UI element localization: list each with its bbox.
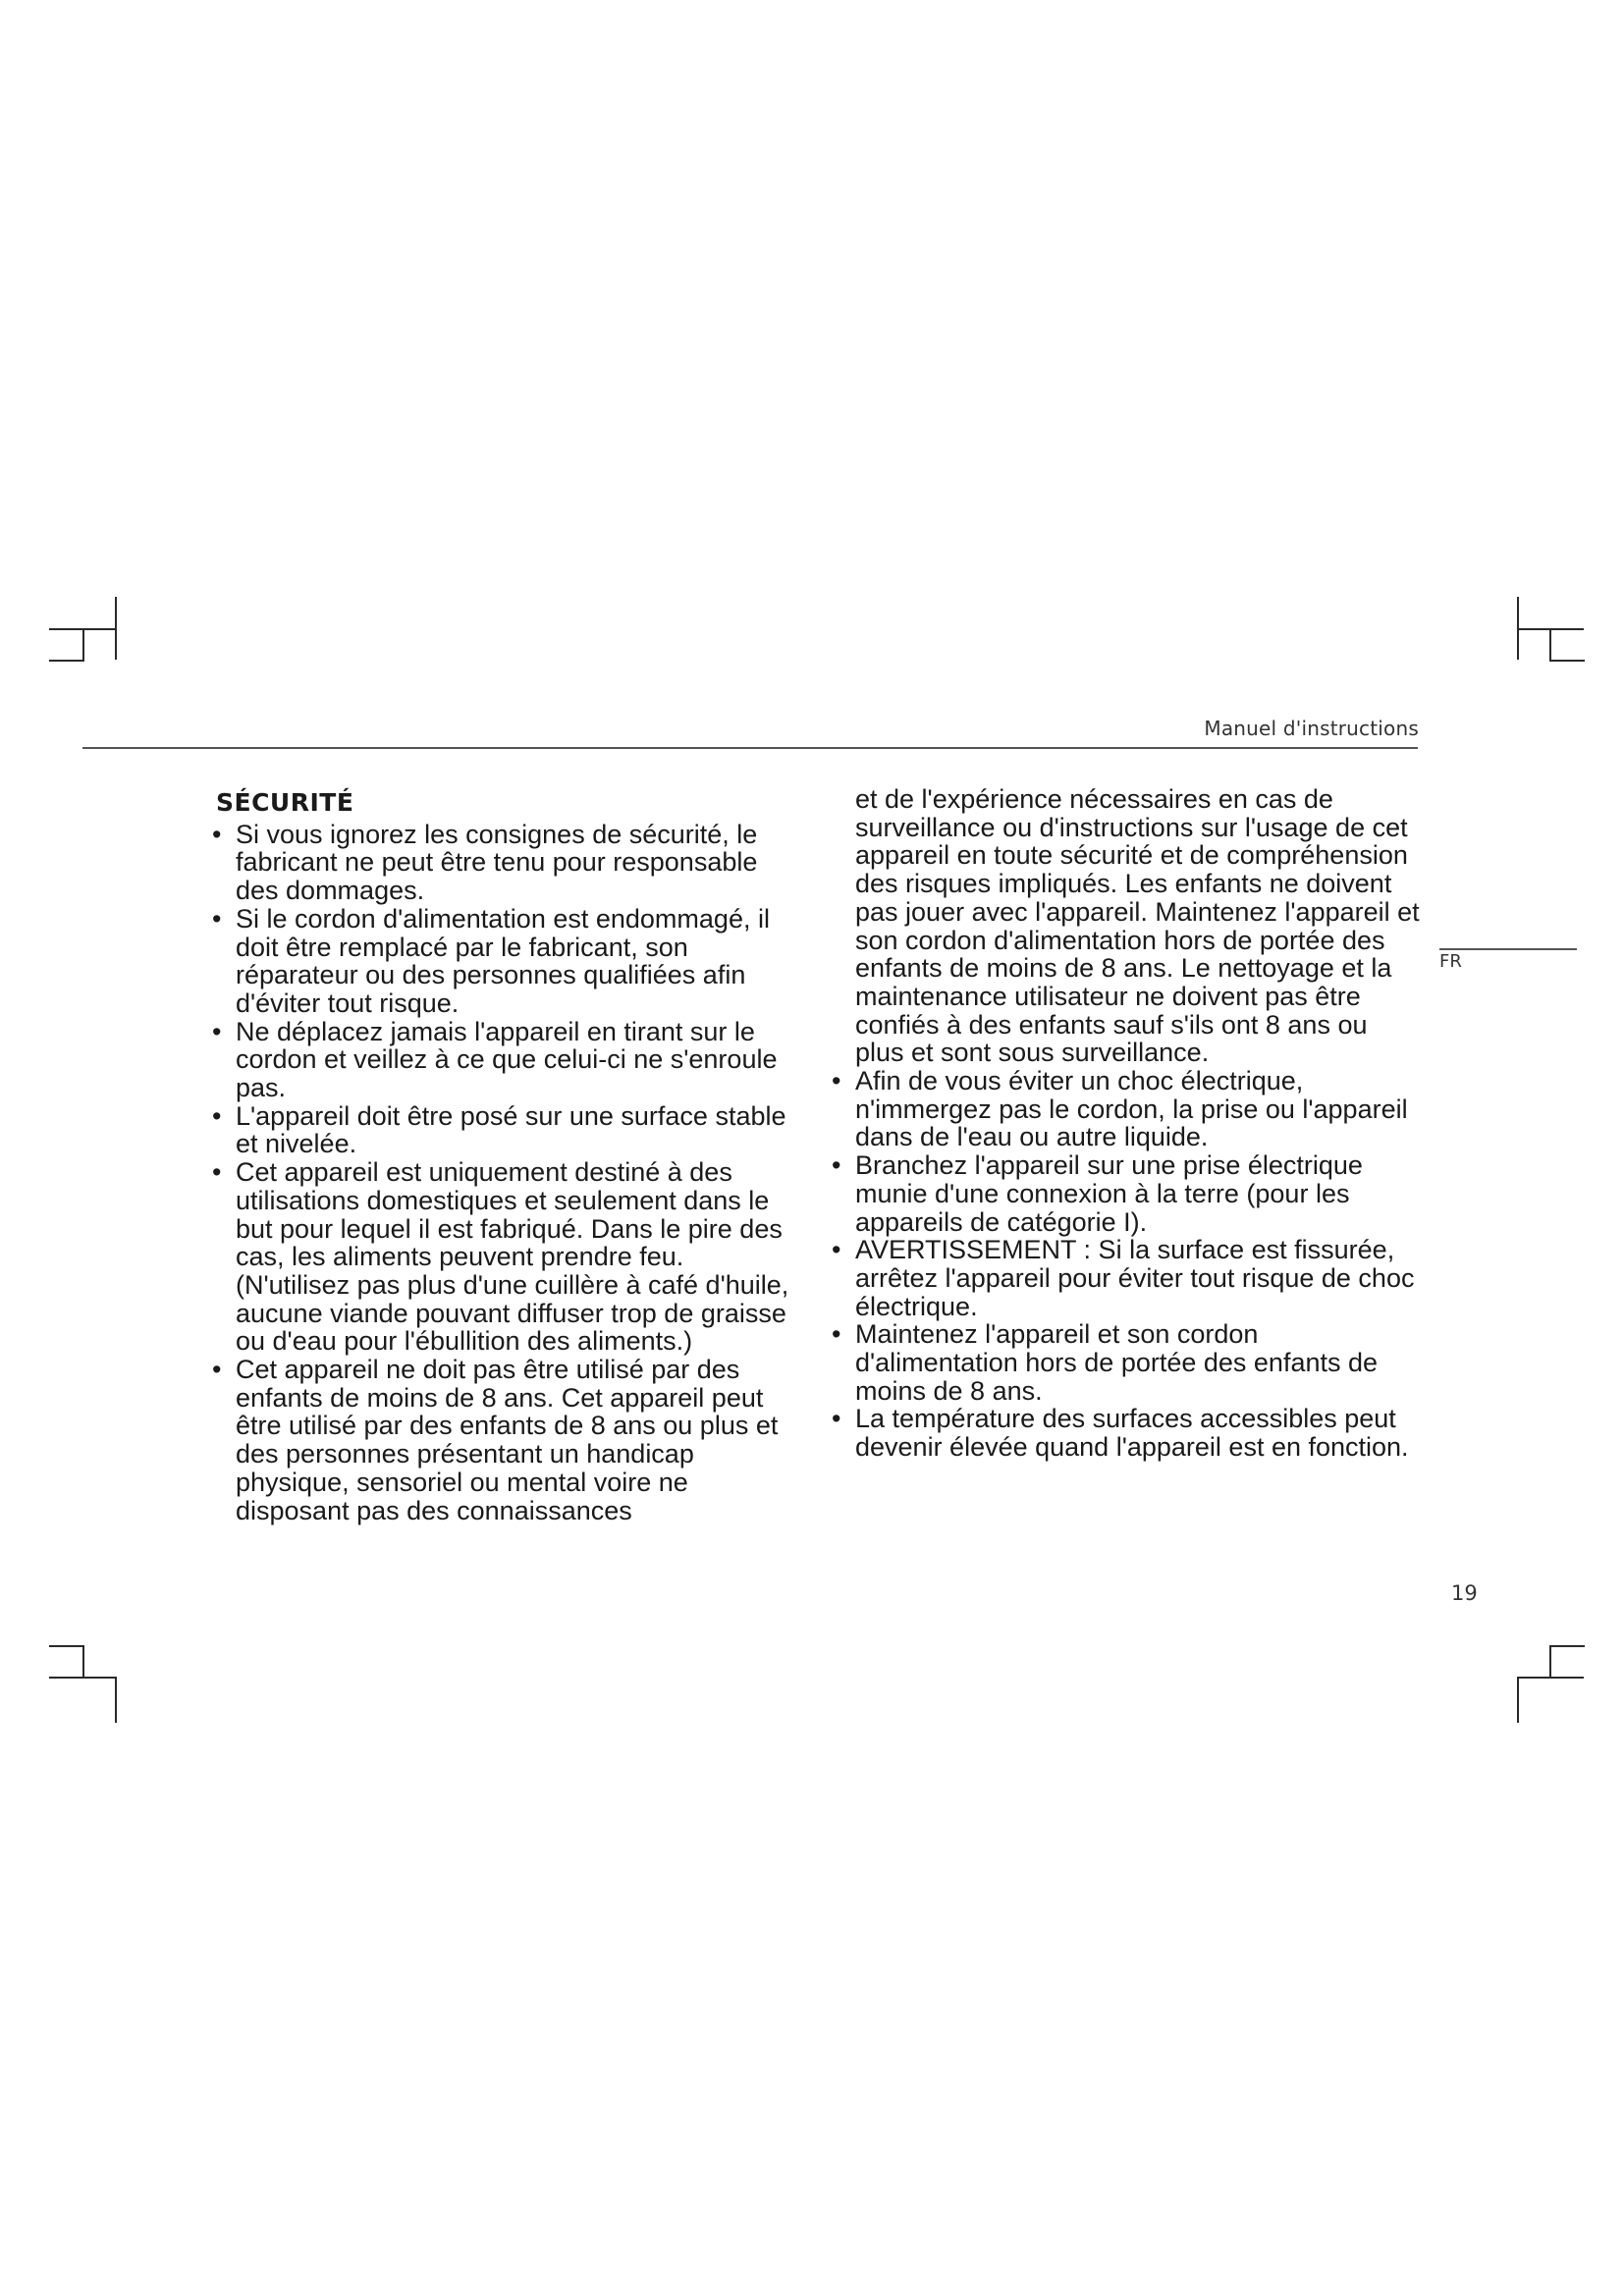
list-item: • AVERTISSEMENT : Si la surface est fissurée, arrêtez l'appareil pour éviter tout risque de choc électrique. [832,1236,1421,1320]
list-item: • Afin de vous éviter un choc électrique, n'immergez pas le cordon, la prise ou l'appareil dans de l'eau ou autre liquide. [832,1067,1421,1151]
list-item: • Cet appareil ne doit pas être utilisé par des enfants de moins de 8 ans. Cet appareil peut être utilisé par des enfants de 8 ans ou plus et des personnes présentant un handicap physique, sensoriel ou mental voire ne disposant pas des connaissances [212,1356,801,1524]
left-column [212,785,801,1524]
list-item: • Cet appareil est uniquement destiné à des utilisations domestiques et seulement dans le but pour lequel il est fabriqué. Dans le pire des cas, les aliments peuvent prendre feu. (N'utilisez pas plus d'une cuillère à café d'huile, aucune viande pouvant diffuser trop de graisse ou d'eau pour l'ébullition des aliments.) [212,1158,801,1356]
manual-header-label: Manuel d'instructions [1204,717,1419,740]
section-title: SÉCURITÉ [216,788,354,817]
page-number: 19 [1451,1581,1478,1605]
right-column [832,785,1421,1462]
list-item: • Maintenez l'appareil et son cordon d'alimentation hors de portée des enfants de moins de 8 ans. [832,1320,1421,1405]
safety-list-right [832,1067,1421,1462]
language-tag: FR [1439,951,1462,972]
list-item: • Si vous ignorez les consignes de sécurité, le fabricant ne peut être tenu pour responsable des dommages. [212,821,801,905]
header-rule [82,747,1418,749]
list-item: • Si le cordon d'alimentation est endommagé, il doit être remplacé par le fabricant, son réparateur ou des personnes qualifiées afin d'éviter tout risque. [212,905,801,1018]
list-item: • L'appareil doit être posé sur une surface stable et nivelée. [212,1102,801,1158]
safety-list-left [212,821,801,1525]
list-item-continuation: et de l'expérience nécessaires en cas de surveillance ou d'instructions sur l'usage de cet appareil en toute sécurité et de compréhension des risques impliqués. Les enfants ne doivent pas jouer avec l'appareil. Maintenez l'appareil et son cordon d'alimentation hors de portée des enfants de moins de 8 ans. Le nettoyage et la maintenance utilisateur ne doivent pas être confiés à des enfants sauf s'ils ont 8 ans ou plus et sont sous surveillance. [855,784,1420,1068]
list-item: • La température des surfaces accessibles peut devenir élevée quand l'appareil est en fonction. [832,1405,1421,1461]
list-item: • Branchez l'appareil sur une prise électrique munie d'une connexion à la terre (pour les appareils de catégorie I). [832,1151,1421,1236]
list-item: • Ne déplacez jamais l'appareil en tirant sur le cordon et veillez à ce que celui-ci ne s'enroule pas. [212,1018,801,1102]
language-rule [1439,948,1577,950]
